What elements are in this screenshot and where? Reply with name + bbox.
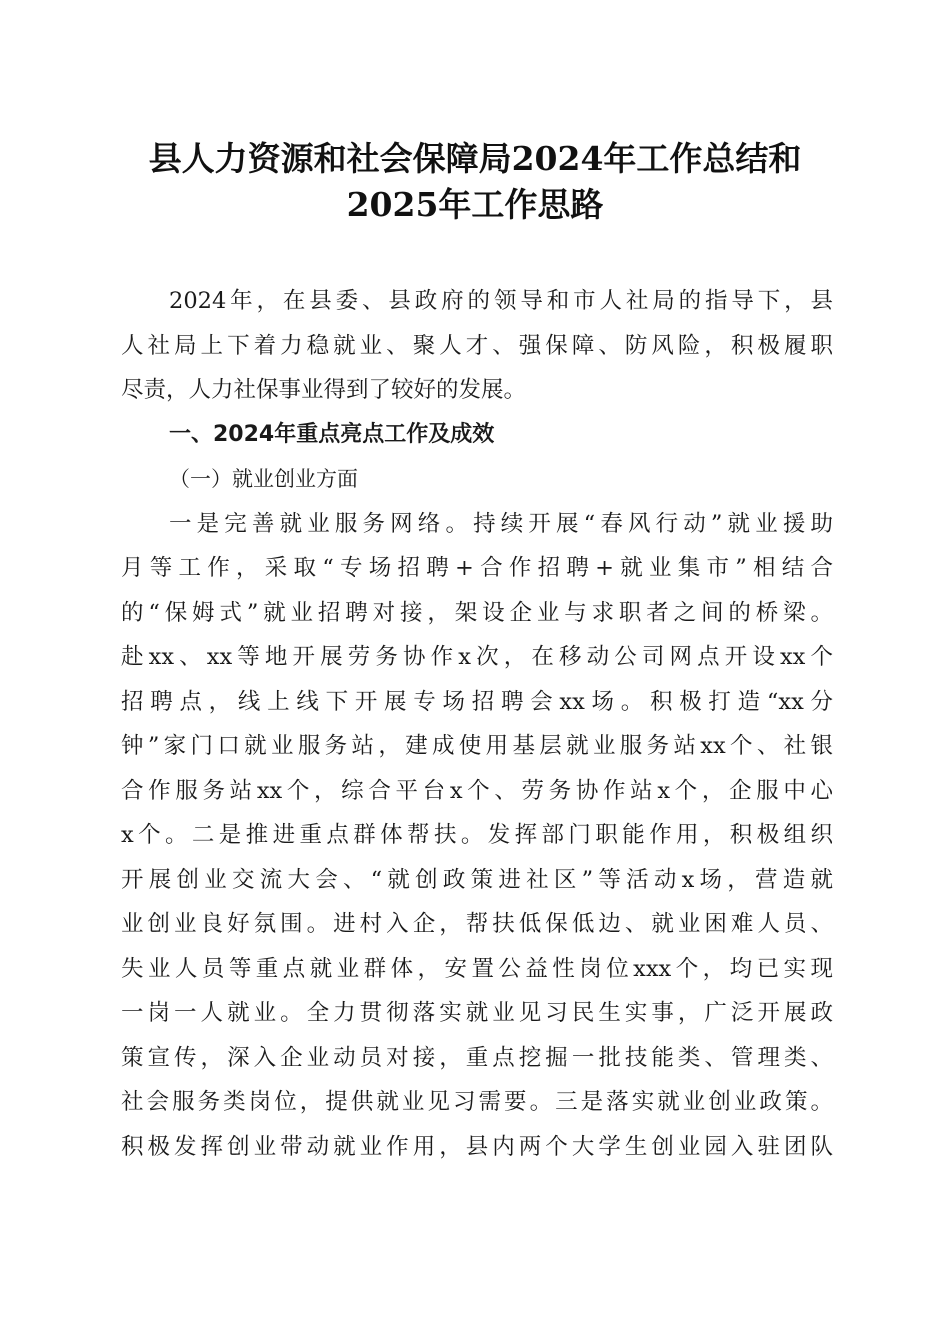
text-line: 策宣传，深入企业动员对接，重点挖掘一批技能类、管理类、 — [121, 1044, 833, 1071]
body-paragraph — [121, 502, 833, 1170]
document-body — [121, 279, 833, 1169]
text-line: 尽责，人力社保事业得到了较好的发展。 — [121, 377, 527, 403]
text-line: 一是完善就业服务网络。持续开展“春风行动”就业援助 — [169, 510, 833, 537]
text-line: x个。二是推进重点群体帮扶。发挥部门职能作用，积极组织 — [121, 822, 833, 848]
text-line: 的“保姆式”就业招聘对接，架设企业与求职者之间的桥梁。 — [121, 599, 833, 626]
text-line: 2024年，在县委、县政府的领导和市人社局的指导下，县 — [169, 288, 833, 314]
text-line: 钟”家门口就业服务站，建成使用基层就业服务站xx个、社银 — [121, 733, 833, 759]
title-line-2: 2025年工作思路 — [346, 185, 604, 224]
text-line: 合作服务站xx个，综合平台x个、劳务协作站x个，企服中心 — [121, 777, 833, 804]
title-line-1: 县人力资源和社会保障局2024年工作总结和 — [148, 139, 802, 178]
text-line: 社会服务类岗位，提供就业见习需要。三是落实就业创业政策。 — [121, 1089, 833, 1115]
text-line: 招聘点，线上线下开展专场招聘会xx场。积极打造“xx分 — [121, 688, 833, 715]
text-line: 赴xx、xx等地开展劳务协作x次，在移动公司网点开设xx个 — [121, 644, 833, 670]
document-title — [100, 136, 850, 228]
text-line: 月等工作，采取“专场招聘+合作招聘+就业集市”相结合 — [121, 555, 833, 581]
text-line: 积极发挥创业带动就业作用，县内两个大学生创业园入驻团队 — [121, 1133, 833, 1160]
text-line: 一岗一人就业。全力贯彻落实就业见习民生实事，广泛开展政 — [121, 1000, 833, 1026]
text-line: 业创业良好氛围。进村入企，帮扶低保低边、就业困难人员、 — [121, 911, 833, 937]
subsection-heading: （一）就业创业方面 — [169, 467, 358, 491]
text-line: 失业人员等重点就业群体，安置公益性岗位xxx个，均已实现 — [121, 955, 833, 982]
text-line: 开展创业交流大会、“就创政策进社区”等活动x场，营造就 — [121, 866, 833, 893]
section-heading: 一、2024年重点亮点工作及成效 — [169, 421, 495, 447]
intro-paragraph — [121, 279, 833, 413]
text-line: 人社局上下着力稳就业、聚人才、强保障、防风险，积极履职 — [121, 332, 833, 359]
